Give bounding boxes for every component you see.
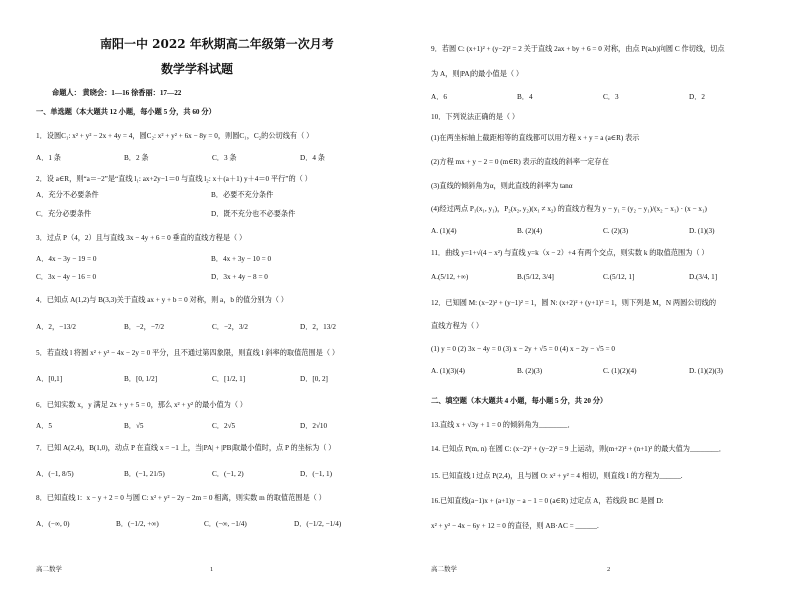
option-b: B．4x + 3y − 10 = 0 <box>211 255 272 263</box>
option-a: A．2，−13/2 <box>36 323 76 331</box>
option-c: C. (2)(3) <box>603 227 629 235</box>
footer-subject: 高二数学 <box>36 566 62 573</box>
question-7: 7．已知 A(2,4)，B(1,0)，动点 P 在直线 x = −1 上，当|PA| + |PB|取最小值时，点 P 的坐标为（ ） <box>36 444 336 452</box>
option-b: B．−2，−7/2 <box>124 323 165 331</box>
option-d: D．(−1, 1) <box>300 470 332 478</box>
option-a: A．[0,1] <box>36 375 63 383</box>
option-c: C．3x − 4y − 16 = 0 <box>36 273 97 281</box>
option-c: C．(−1, 2) <box>212 470 244 478</box>
option-c: C．3 条 <box>212 154 237 162</box>
option-b: B.(5/12, 3/4] <box>517 273 554 281</box>
option-d: D.(3/4, 1] <box>689 273 718 281</box>
option-d: D．2√10 <box>300 422 328 430</box>
option-d: D．2 <box>689 93 705 101</box>
footer-page-number: 1 <box>210 566 214 573</box>
option-c: C．2√5 <box>212 422 236 430</box>
option-d: D．既不充分也不必要条件 <box>211 210 296 218</box>
option-d: D．3x + 4y − 8 = 0 <box>211 273 268 281</box>
option-b: B．4 <box>517 93 533 101</box>
option-c: C．3 <box>603 93 619 101</box>
option-c: C．(−∞, −1/4) <box>204 520 247 528</box>
question-10-statement-2: (2)方程 mx + y − 2 = 0 (m∈R) 表示的直线的斜率一定存在 <box>431 158 609 166</box>
option-b: B．(−1/2, +∞) <box>116 520 159 528</box>
question-15: 15. 已知直线 l 过点 P(2,4)，且与圆 O: x² + y² = 4 相切，则直线 l 的方程为______. <box>431 472 683 480</box>
option-c: C．[1/2, 1] <box>212 375 246 383</box>
option-b: B．[0, 1/2] <box>124 375 158 383</box>
question-8: 8．已知直线 l：x − y + 2 = 0 与圆 C: x² + y² − 2y − 2m = 0 相离，则实数 m 的取值范围是（ ） <box>36 494 326 502</box>
option-b: B．(−1, 21/5) <box>124 470 165 478</box>
question-3: 3．过点 P（4，2）且与直线 3x − 4y + 6 = 0 垂直的直线方程是（ ） <box>36 234 247 242</box>
question-12-continued: 直线方程为（ ） <box>431 322 484 330</box>
question-10-statement-4: (4)经过两点 P₁(x₁, y₁)，P₂(x₂, y₂)(x₁ ≠ x₂) 的直线方程为 y − y₁ = (y₂ − y₁)/(x₂ − x₁) · (x − x₁) <box>431 205 707 213</box>
option-a: A．4x − 3y − 19 = 0 <box>36 255 97 263</box>
question-13: 13.直线 x + √3y + 1 = 0 的倾斜角为________． <box>431 421 575 429</box>
question-9: 9．若圆 C: (x+1)² + (y−2)² = 2 关于直线 2ax + by + 6 = 0 对称，由点 P(a,b)向圆 C 作切线，切点 <box>431 45 725 53</box>
option-a: A. (1)(3)(4) <box>431 367 465 375</box>
option-a: A．充分不必要条件 <box>36 191 99 199</box>
exam-title: 南阳一中 2022 年秋期高二年级第一次月考 <box>100 37 334 51</box>
option-c: C. (1)(2)(4) <box>603 367 637 375</box>
question-10-statement-1: (1)在两坐标轴上截距相等的直线都可以用方程 x + y = a (a∈R) 表示 <box>431 134 640 142</box>
question-11: 11．曲线 y=1+√(4 − x²) 与直线 y=k（x − 2）+4 有两个交点，则实数 k 的取值范围为（ ） <box>431 249 709 257</box>
question-12-items: (1) y = 0 (2) 3x − 4y = 0 (3) x − 2y + √5 = 0 (4) x − 2y − √5 = 0 <box>431 345 615 353</box>
option-d: D．2，13/2 <box>300 323 336 331</box>
exam-subtitle: 数学学科试题 <box>161 62 234 76</box>
option-b: B．必要不充分条件 <box>211 191 274 199</box>
authors-line: 命题人： 黄晓会：1—16 徐香丽：17—22 <box>52 89 182 97</box>
option-a: A．1 条 <box>36 154 61 162</box>
section-heading-single-choice: 一、单选题（本大题共 12 小题，每小题 5 分，共 60 分） <box>36 108 216 116</box>
question-10: 10．下列说法正确的是（ ） <box>431 113 520 121</box>
option-a: A．6 <box>431 93 447 101</box>
question-14: 14. 已知点 P(m, n) 在圆 C: (x−2)² + (y−2)² = 9 上运动，则(m+2)² + (n+1)² 的最大值为________． <box>431 445 726 453</box>
option-c: C.(5/12, 1] <box>603 273 635 281</box>
question-16-continued: x² + y² − 4x − 6y + 12 = 0 的直径，则 AB·AC = ______. <box>431 522 599 530</box>
section-heading-fill-in: 二、填空题（本大题共 4 小题，每小题 5 分，共 20 分） <box>431 397 608 405</box>
question-6: 6．已知实数 x，y 满足 2x + y + 5 = 0，那么 x² + y² 的最小值为（ ） <box>36 401 247 409</box>
question-5: 5．若直线 l 将圆 x² + y² − 4x − 2y = 0 平分，且不通过第四象限，则直线 l 斜率的取值范围是（ ） <box>36 349 340 357</box>
question-12: 12．已知圆 M: (x−2)² + (y−1)² = 1，圆 N: (x+2)² + (y+1)² = 1，则下列是 M，N 两圆公切线的 <box>431 299 717 307</box>
question-2: 2．设 a∈R，则“a＝−2”是“直线 l₁: ax+2y−1＝0 与直线 l₂: x＋(a＋1) y＋4＝0 平行”的（ ） <box>36 175 312 183</box>
option-a: A.(5/12, +∞) <box>431 273 469 281</box>
option-a: A．5 <box>36 422 52 430</box>
question-10-statement-3: (3)直线的倾斜角为α，则此直线的斜率为 tanα <box>431 182 573 190</box>
option-c: C．−2，3/2 <box>212 323 249 331</box>
question-4: 4．已知点 A(1,2)与 B(3,3)关于直线 ax + y + b = 0 对称，则 a，b 的值分别为（ ） <box>36 296 288 304</box>
question-16: 16.已知直线(a−1)x + (a+1)y − a − 1 = 0 (a∈R) 过定点 A，若线段 BC 是圆 D: <box>431 497 664 505</box>
right-page <box>397 0 794 595</box>
option-a: A．(−∞, 0) <box>36 520 70 528</box>
option-d: D. (1)(3) <box>689 227 715 235</box>
option-d: D．(−1/2, −1/4) <box>294 520 342 528</box>
option-b: B. (2)(3) <box>517 367 543 375</box>
question-9-continued: 为 A，则|PA|的最小值是（ ） <box>431 70 524 78</box>
option-d: D．[0, 2] <box>300 375 328 383</box>
option-a: A. (1)(4) <box>431 227 457 235</box>
footer-subject: 高二数学 <box>431 566 457 573</box>
option-a: A．(−1, 8/5) <box>36 470 74 478</box>
footer-page-number: 2 <box>607 566 611 573</box>
option-b: B．√5 <box>124 422 144 430</box>
option-b: B．2 条 <box>124 154 149 162</box>
option-d: D．4 条 <box>300 154 325 162</box>
option-c: C．充分必要条件 <box>36 210 92 218</box>
option-d: D. (1)(2)(3) <box>689 367 723 375</box>
option-b: B. (2)(4) <box>517 227 543 235</box>
question-1: 1．设圆C₁: x² + y² − 2x + 4y = 4，圆C₂: x² + y² + 6x − 8y = 0，则圆C₁，C₂的公切线有（ ） <box>36 132 314 140</box>
